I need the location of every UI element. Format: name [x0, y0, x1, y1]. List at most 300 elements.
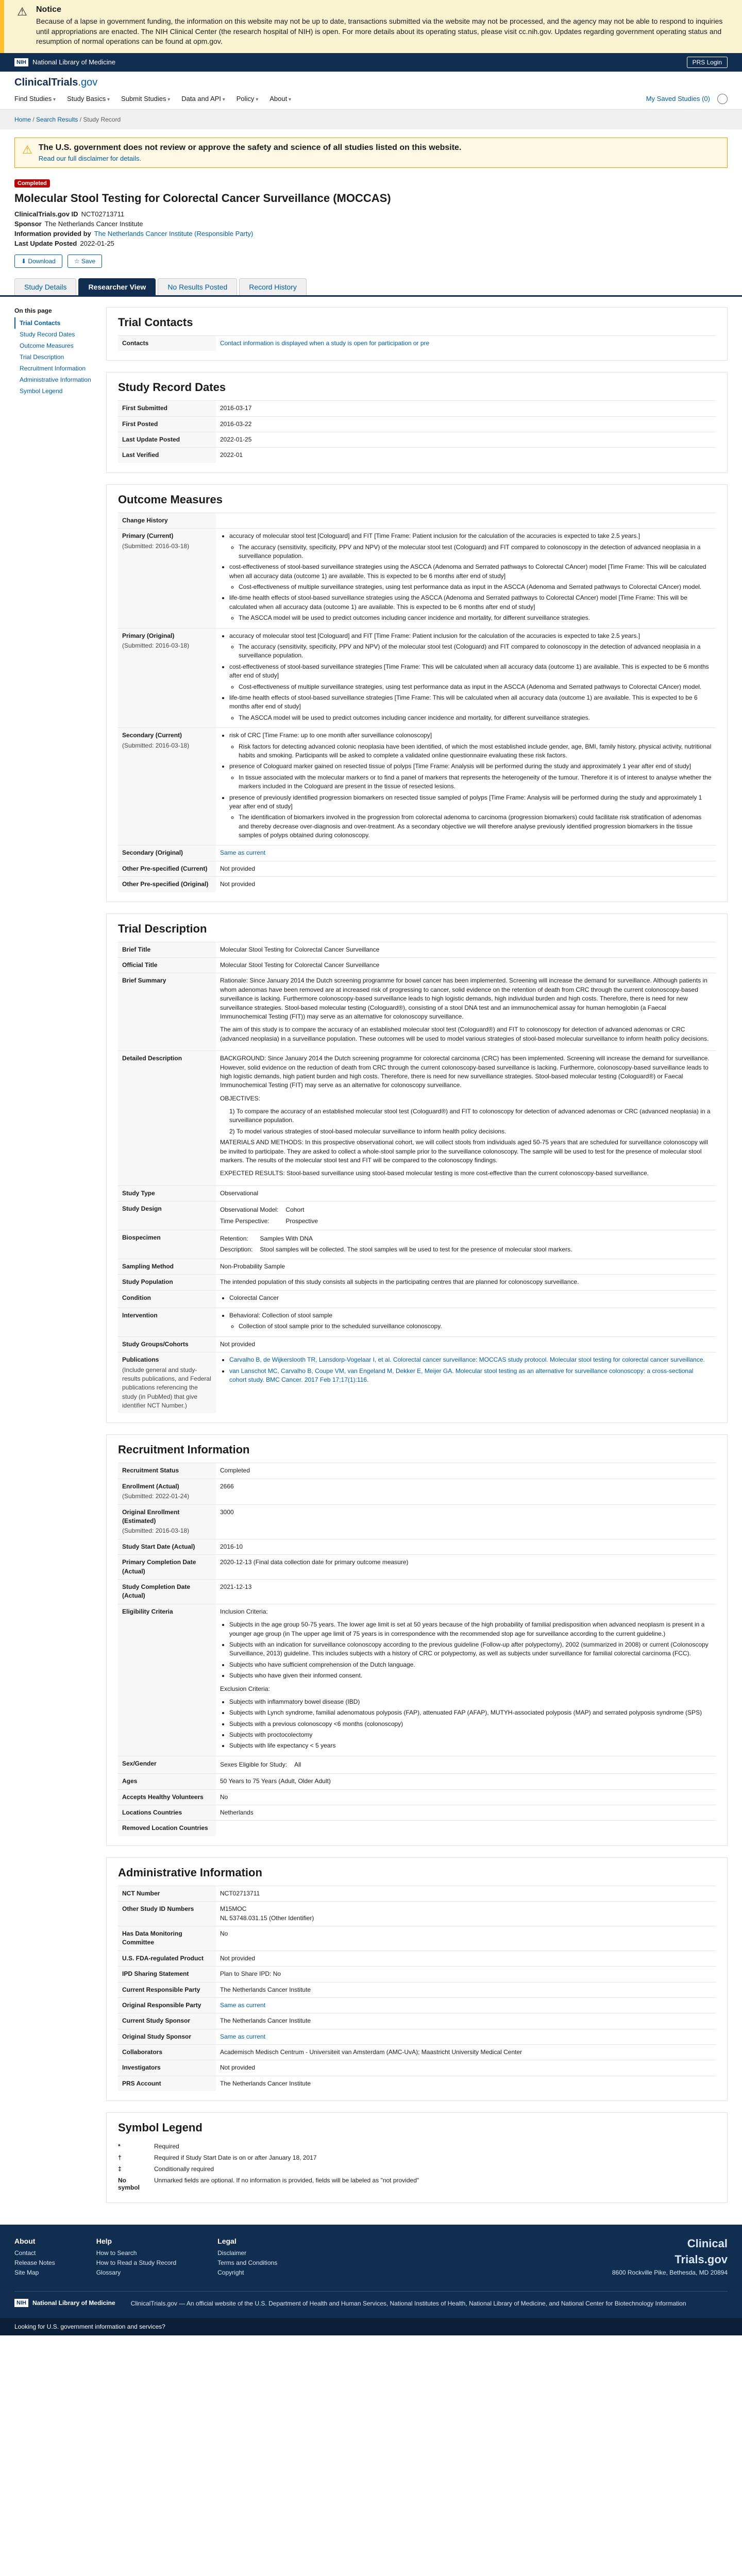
symbol-legend-section — [106, 2112, 728, 2203]
recruitment-key: Study Completion Date (Actual) — [118, 1579, 216, 1604]
admin-value: The Netherlands Cancer Institute — [216, 2013, 716, 2029]
table-row — [118, 513, 716, 528]
table-row — [118, 845, 716, 861]
table-row — [118, 448, 716, 463]
publication-link[interactable]: Carvalho B, de Wijkerslooth TR, Lansdorp-Vogelaar I, et al. Colorectal cancer surveillance: MOCCAS study protocol. Molecular stool testing for colorectal cancer surveillance. — [229, 1356, 705, 1364]
admin-key: U.S. FDA-regulated Product — [118, 1951, 216, 1966]
table-row — [118, 628, 716, 728]
official-title-value: Molecular Stool Testing for Colorectal Cancer Surveillance — [216, 958, 716, 973]
download-label: Download — [28, 257, 56, 265]
admin-heading: Administrative Information — [118, 1866, 262, 1879]
detail-paragraph: BACKGROUND: Since January 2014 the Dutch screening programme for colorectal carcinoma (CRC) has been implemented. Screening will increase the demand for surveillance. However, solid evidence on the reduction of death from CRC through the current colonoscopy-based surveillance is lacking. Furthermore, colonoscopy-based surveillance leads to high logistic demands, high patient burden and high costs. Therefore, there is need for new surveillance strategies. Stool-based molecular testing (Cologuard®) or Faecal Immunochemical Testing (FIT) may serve as an alternative for colonoscopy surveillance. — [220, 1055, 710, 1089]
symbol: * — [118, 2143, 121, 2150]
symbols-heading: Symbol Legend — [118, 2121, 203, 2134]
table-row — [118, 1230, 716, 1259]
change-history-value — [216, 513, 716, 528]
footer-nlm-text: National Library of Medicine — [32, 2299, 115, 2307]
nct-id: NCT02713711 — [81, 210, 125, 218]
table-row — [118, 1275, 716, 1290]
nav-data-api[interactable]: Data and API ▾ — [181, 95, 225, 103]
list-item: ◦ The accuracy (sensitivity, specificity, PPV and NPV) of the molecular stool test (Cologuard) and FIT compared to colonoscopy in the detection of advanced neoplasia in a surveillance population. — [239, 543, 712, 561]
search-icon[interactable] — [717, 94, 728, 104]
table-row — [118, 401, 716, 416]
design-key: Time Perspective: — [220, 1217, 269, 1225]
footer-col-title: Legal — [217, 2237, 237, 2246]
study-header — [0, 176, 742, 278]
recruitment-note: (Submitted: 2022-01-24) — [122, 1493, 190, 1500]
outcomes-heading: Outcome Measures — [118, 493, 223, 506]
brand-suffix: .gov — [78, 76, 98, 88]
sidenav-symbols[interactable]: Symbol Legend — [20, 387, 63, 395]
biospecimen-key: Description: — [220, 1246, 253, 1253]
study-title: Molecular Stool Testing for Colorectal Cancer Surveillance (MOCCAS) — [14, 191, 391, 205]
admin-value: Not provided — [216, 1951, 716, 1966]
sampling-label: Sampling Method — [118, 1259, 216, 1274]
table-row — [118, 861, 716, 876]
condition-label: Condition — [118, 1290, 216, 1308]
footer-link[interactable]: Contact — [14, 2249, 36, 2257]
table-row — [118, 1756, 716, 1773]
table-row — [118, 1290, 716, 1308]
intervention-sub: ◦ Collection of stool sample prior to the scheduled surveillance colonoscopy. — [239, 1322, 712, 1331]
sidenav-outcomes[interactable]: Outcome Measures — [20, 342, 74, 349]
date-label: Last Update Posted — [118, 432, 216, 447]
contacts-heading: Trial Contacts — [118, 315, 193, 329]
disclaimer-box — [14, 138, 728, 168]
exclusion-title: Exclusion Criteria: — [220, 1685, 270, 1692]
detail-paragraph: MATERIALS AND METHODS: In this prospective observational cohort, we will collect stools from individuals aged 50-75 years that are scheduled for surveillance colonoscopy will be invited to participate. They are asked to collect a whole-stool sample prior to the surveillance colonoscopy. The sample will be used to test for the presence of molecular stool markers. The results of the molecular stool test and FIT will be compared to the colonoscopy findings. — [220, 1139, 708, 1164]
biospecimen-value: Stool samples will be collected. The stool samples will be used to test for the presence of molecular stool markers. — [260, 1246, 572, 1253]
recruitment-key: Primary Completion Date (Actual) — [118, 1555, 216, 1580]
list-item: • Subjects with an indication for surveillance colonoscopy according to the previous guideline (Follow-up after polypectomy), 2002 (summarized in 2008) or current (Colonoscopy Surveillance, 2013) guideline. This includes subjects with a history of CRC or polypectomy, as well as subjects under surveillance for familial colorectal carcinoma (FCC). — [229, 1640, 712, 1658]
footer-brand-main: Clinical — [687, 2237, 728, 2250]
id-label: ClinicalTrials.gov ID — [14, 210, 78, 218]
admin-value: The Netherlands Cancer Institute — [216, 1982, 716, 1997]
admin-key: Other Study ID Numbers — [118, 1902, 216, 1926]
sponsor-value: The Netherlands Cancer Institute — [44, 219, 143, 228]
list-item — [118, 2141, 716, 2152]
nav-find-studies[interactable]: Find Studies ▾ — [14, 95, 56, 103]
contacts-value: Contact information is displayed when a study is open for participation or pre — [216, 335, 716, 351]
admin-value: The Netherlands Cancer Institute — [216, 2076, 716, 2091]
inclusion-title: Inclusion Criteria: — [220, 1607, 268, 1615]
table-row — [118, 1951, 716, 1966]
design-key: Observational Model: — [220, 1206, 279, 1214]
usa-gov-bar[interactable]: Looking for U.S. government information and services? — [0, 2318, 742, 2335]
detail-paragraph: EXPECTED RESULTS: Stool-based surveillance using stool-based molecular testing is more cost-effective than the current colonoscopy-based surveillance. — [220, 1170, 649, 1177]
symbol: ‡ — [118, 2165, 122, 2173]
list-item: • risk of CRC [Time Frame: up to one month after surveillance colonoscopy] — [229, 731, 712, 740]
ages-label: Ages — [118, 1774, 216, 1789]
table-row — [118, 2013, 716, 2029]
list-item: • presence of Cologuard marker gained on resected tissue of polyps [Time Frame: Analysis will be performed during the study and approximately 1 year after end of study] — [229, 762, 712, 771]
notice-text: Because of a lapse in government funding, the information on this website may not be up to date, transactions submitted via the website may not be processed, and the agency may not be able to respond to inquiries until appropriations are enacted. The NIH Clinical Center (the research hospital of NIH) is open. For more details about its operating status, please visit cc.nih.gov. Updates regarding government operating status and resumption of normal operations can be found at opm.gov. — [36, 17, 723, 46]
list-item: • Subjects with Lynch syndrome, familial adenomatous polyposis (FAP), attenuated FAP (AFAP), MUTYH-associated polyposis (MAP) and serrated polyposis syndrome (SPS) — [229, 1708, 712, 1717]
footer-col-title: About — [14, 2237, 36, 2246]
table-row — [118, 1479, 716, 1504]
tab-researcher-view[interactable]: Researcher View — [78, 278, 156, 295]
secondary-original-label: Secondary (Original) — [118, 845, 216, 861]
alert-icon: ⚠ — [22, 143, 32, 156]
sidenav-title: On this page — [14, 307, 52, 314]
trial-description-section — [106, 913, 728, 1423]
table-row — [118, 1336, 716, 1352]
admin-value: Not provided — [216, 2060, 716, 2076]
site-brand[interactable] — [14, 77, 728, 89]
description-heading: Trial Description — [118, 922, 207, 935]
primary-original-label: Primary (Original) — [122, 632, 175, 639]
footer-legal-text: ClinicalTrials.gov — An official website of the U.S. Department of Health and Human Services, National Institutes of Health, National Library of Medicine, and National Center for Biotechnology Information — [130, 2300, 686, 2308]
design-value: Cohort — [285, 1206, 305, 1214]
recruitment-value: 2020-12-13 (Final data collection date for primary outcome measure) — [216, 1555, 716, 1580]
brief-title-value: Molecular Stool Testing for Colorectal Cancer Surveillance — [216, 942, 716, 957]
recruitment-value: 2021-12-13 — [216, 1579, 716, 1604]
list-item: • cost-effectiveness of stool-based surveillance strategies [Time Frame: This will be calculated when all accuracy data (outcome 1) are available. This is expected to be 6 months after end of study] — [229, 663, 712, 681]
other-current-value: Not provided — [216, 861, 716, 876]
record-dates-section — [106, 372, 728, 473]
table-row — [118, 1555, 716, 1580]
list-item: • life-time health effects of stool-based surveillance strategies [Time Frame: This will be calculated when all accuracy data (outcome 1) are available. This is expected to be 6 months after end of study] — [229, 693, 712, 711]
date-value: 2022-01 — [216, 448, 716, 463]
list-item: ◦ The ASCCA model will be used to predict outcomes including cancer incidence and mortality, for different surveillance strategies. — [239, 614, 712, 622]
sex-key: Sexes Eligible for Study: — [220, 1760, 288, 1768]
bookmark-icon: ☆ — [74, 257, 81, 265]
info-label: Information provided by — [14, 229, 91, 238]
admin-key: Original Study Sponsor — [118, 2029, 216, 2044]
admin-value: Same as current — [216, 1997, 716, 2013]
date-value: 2022-01-25 — [216, 432, 716, 447]
list-item: • Subjects with proctocolectomy — [229, 1731, 712, 1739]
footer-brand-sub: Trials.gov — [674, 2253, 728, 2266]
nav-submit-studies[interactable]: Submit Studies ▾ — [121, 95, 170, 103]
sidenav-recruitment[interactable]: Recruitment Information — [20, 364, 86, 372]
brief-title-label: Brief Title — [118, 942, 216, 957]
date-label: Last Verified — [118, 448, 216, 463]
list-item: • accuracy of molecular stool test [Cologuard] and FIT [Time Frame: Patient inclusion for the calculation of the accuracies is expected to take 2.5 years.] — [229, 532, 712, 540]
secondary-original-value: Same as current — [216, 845, 716, 861]
list-item: ◦ Cost-effectiveness of multiple surveillance strategies, using test performance data as input in the ASCCA (Adenoma and Serrated pathways to Colorectal CAncer) model. — [239, 683, 712, 691]
admin-value: No — [216, 1926, 716, 1951]
table-row — [118, 1308, 716, 1336]
official-title-label: Official Title — [118, 958, 216, 973]
sidenav-record-dates[interactable]: Study Record Dates — [20, 330, 75, 338]
brand-main: ClinicalTrials — [14, 76, 78, 88]
recruitment-heading: Recruitment Information — [118, 1443, 250, 1456]
footer-link[interactable]: Terms and Conditions — [217, 2259, 278, 2267]
groups-label: Study Groups/Cohorts — [118, 1336, 216, 1352]
design-value: Prospective — [285, 1217, 318, 1225]
recruitment-key: Enrollment (Actual) — [122, 1482, 179, 1490]
table-row — [118, 2076, 716, 2091]
table-row — [118, 2029, 716, 2044]
table-row — [118, 1789, 716, 1805]
biospecimen-key: Retention: — [220, 1235, 248, 1242]
table-row — [118, 958, 716, 973]
list-item: ◦ The ASCCA model will be used to predict outcomes including cancer incidence and mortality, for different surveillance strategies. — [239, 714, 712, 722]
disclaimer-link[interactable]: Read our full disclaimer for details. — [38, 154, 142, 162]
pubs-note: (Include general and study-results publications, and Federal publications referencing the study (in PubMed) that give identifier NCT Number.) — [122, 1366, 211, 1410]
list-item: ◦ Risk factors for detecting advanced colonic neoplasia have been identified, of which the most established include gender, age, BMI, family history, physical activity, nutritional habits and smoking. Participants will be asked to complete a validated online questionnaire evaluating these risk factors. — [239, 742, 712, 760]
recruitment-value: 3000 — [216, 1504, 716, 1539]
table-row — [118, 1997, 716, 2013]
biospecimen-label: Biospecimen — [118, 1230, 216, 1259]
recruitment-key: Recruitment Status — [118, 1463, 216, 1479]
shutdown-notice — [0, 0, 742, 53]
table-row — [118, 1352, 716, 1414]
admin-value: NCT02713711 — [216, 1886, 716, 1901]
list-item: ◦ Cost-effectiveness of multiple surveillance strategies, using test performance data as input in the ASCCA (Adenoma and Serrated pathways to Colorectal CAncer) model. — [239, 583, 712, 591]
list-item: • Subjects with life expectancy < 5 years — [229, 1741, 712, 1750]
admin-value: Same as current — [216, 2029, 716, 2044]
footer-link[interactable]: Copyright — [217, 2269, 244, 2277]
table-row — [118, 432, 716, 447]
list-item: • Subjects who have sufficient comprehension of the Dutch language. — [229, 1660, 712, 1669]
other-current-label: Other Pre-specified (Current) — [118, 861, 216, 876]
site-footer — [0, 2225, 742, 2318]
admin-key: Has Data Monitoring Committee — [118, 1926, 216, 1951]
table-row — [118, 973, 716, 1051]
table-row — [118, 2045, 716, 2060]
sampling-value: Non-Probability Sample — [216, 1259, 716, 1274]
nlm-logo-text: National Library of Medicine — [32, 58, 116, 66]
primary-current-label: Primary (Current) — [122, 532, 174, 540]
table-row — [118, 1821, 716, 1836]
list-item: • Subjects in the age group 50-75 years. The lower age limit is set at 50 years because of the high probability of familial predisposition when advanced neoplasm is present in a younger age group (in The upper age limit of 75 years is in correspondence with the recommended stop age for surveillance according to the current guideline.) — [229, 1620, 712, 1638]
pubs-label: Publications — [122, 1356, 159, 1364]
prs-login-button[interactable]: PRS Login — [687, 57, 728, 68]
trial-contacts-section — [106, 307, 728, 361]
breadcrumb: Home / Search Results / Study Record — [0, 110, 742, 129]
tab-record-history[interactable]: Record History — [239, 278, 307, 295]
table-row — [118, 1604, 716, 1756]
last-update-value: 2022-01-25 — [80, 239, 114, 247]
footer-link[interactable]: How to Search — [96, 2249, 137, 2257]
table-row — [118, 1259, 716, 1274]
date-label: First Posted — [118, 416, 216, 432]
last-update-label: Last Update Posted — [14, 239, 77, 247]
disclaimer-title: The U.S. government does not review or approve the safety and science of all studies listed on this website. — [38, 143, 462, 152]
save-button[interactable] — [68, 255, 102, 268]
my-saved-studies-link[interactable]: My Saved Studies (0) — [646, 95, 710, 103]
table-row — [118, 1504, 716, 1539]
study-tabs — [0, 278, 742, 297]
study-type-value: Observational — [216, 1185, 716, 1201]
objective-item: 1) To compare the accuracy of an established molecular stool test (Cologuard®) and FIT to colonoscopy for detection of advanced adenomas or CRC (advanced neoplasia) in a surveillance population. — [229, 1108, 711, 1124]
secondary-current-label: Secondary (Current) — [122, 732, 182, 739]
other-original-value: Not provided — [216, 877, 716, 892]
nih-logo-icon: NIH — [14, 2299, 28, 2307]
table-row — [118, 1051, 716, 1186]
admin-key: Original Responsible Party — [118, 1997, 216, 2013]
table-row — [118, 1201, 716, 1230]
admin-value: Plan to Share IPD: No — [216, 1967, 716, 1982]
eligibility-label: Eligibility Criteria — [118, 1604, 216, 1756]
secondary-current-note: (Submitted: 2016-03-18) — [122, 741, 190, 749]
site-header — [0, 72, 742, 110]
healthy-label: Accepts Healthy Volunteers — [118, 1789, 216, 1805]
removed-value — [216, 1821, 716, 1836]
list-item: • cost-effectiveness of stool-based surveillance strategies using the ASCCA (Adenoma and Serrated pathways to Colorectal CAncer) model [Time Frame: This will be calculated when all accuracy data (outcome 1) are available. This is expected to be 6 months after end of study] — [229, 563, 712, 581]
locations-value: Netherlands — [216, 1805, 716, 1821]
admin-key: Current Study Sponsor — [118, 2013, 216, 2029]
sidenav-description[interactable]: Trial Description — [20, 353, 64, 361]
warning-icon: ⚠ — [17, 5, 27, 18]
notice-title: Notice — [36, 5, 61, 14]
date-value: 2016-03-22 — [216, 416, 716, 432]
footer-nlm-logo[interactable] — [14, 2299, 115, 2307]
removed-label: Removed Location Countries — [118, 1821, 216, 1836]
symbol: † — [118, 2154, 122, 2162]
table-row — [118, 877, 716, 892]
population-value: The intended population of this study consists all subjects in the participating centres that are planned for colonoscopy surveillance. — [216, 1275, 716, 1290]
nav-study-basics[interactable]: Study Basics ▾ — [67, 95, 110, 103]
nav-about[interactable]: About ▾ — [269, 95, 291, 103]
side-nav — [14, 307, 92, 2214]
table-row — [118, 1967, 716, 1982]
summary-paragraph: Rationale: Since January 2014 the Dutch screening programme for bowel cancer has been implemented. Screening will increase the demand for surveillance. Although patients in whom adenomas have been removed are at increased risk of progressing to cancer, solid evidence on the retention of death from CRC through the current colonoscopy-based surveillance is lacking. Furthermore colonoscopy-based surveillance leads to high logistic demands, high individual burden and high costs. Therefore, there is need for new surveillance strategies. Stool-based molecular testing (Cologuard®), consisting of a stool DNA test and an immunochemical assay for human hemoglobin (a Faecal Immunochemical Testing (FIT)) may serve as an alternative for colonoscopy surveillance. — [220, 977, 707, 1020]
outcome-measures-section — [106, 484, 728, 902]
locations-label: Locations Countries — [118, 1805, 216, 1821]
table-row — [118, 416, 716, 432]
list-item — [118, 2163, 716, 2175]
recruitment-value: Completed — [216, 1463, 716, 1479]
admin-key: Current Responsible Party — [118, 1982, 216, 1997]
nlm-logo[interactable] — [14, 58, 115, 66]
sidenav-trial-contacts[interactable]: Trial Contacts — [14, 317, 92, 329]
list-item: ◦ In tissue associated with the molecular markers or to find a panel of markers that represents the heterogeneity of the tumour. Therefore it is of interest to analyse whether the markers included in the Cologuard are present in the tissue of resected lesions. — [239, 773, 712, 791]
admin-value: NL 53748.031.15 (Other Identifier) — [220, 1914, 314, 1922]
detail-paragraph: OBJECTIVES: — [220, 1094, 261, 1102]
admin-key: Investigators — [118, 2060, 216, 2076]
status-badge: Completed — [14, 179, 50, 188]
footer-link[interactable]: How to Read a Study Record — [96, 2259, 177, 2267]
breadcrumb-search[interactable]: Search Results — [36, 115, 78, 123]
recruitment-key: Original Enrollment (Estimated) — [122, 1508, 180, 1525]
admin-value: Academisch Medisch Centrum - Universiteit van Amsterdam (AMC-UvA); Maastricht University Medical Center — [216, 2045, 716, 2060]
tab-no-results[interactable]: No Results Posted — [158, 278, 237, 295]
brief-summary-label: Brief Summary — [118, 973, 216, 1051]
table-row — [118, 942, 716, 957]
healthy-value: No — [216, 1789, 716, 1805]
footer-address: 8600 Rockville Pike, Bethesda, MD 20894 — [612, 2269, 728, 2277]
footer-link[interactable]: Glossary — [96, 2269, 121, 2277]
change-history-label: Change History — [118, 513, 216, 528]
sex-value: All — [294, 1760, 301, 1768]
save-label: Save — [81, 257, 96, 265]
main-layout — [0, 297, 742, 2225]
dates-heading: Study Record Dates — [118, 381, 226, 394]
list-item: • presence of previously identified progression biomarkers on resected tissue sampled of polyps [Time Frame: Analysis will be performed during the study and approximately 1 year after end of study] — [229, 793, 712, 811]
footer-link[interactable]: Site Map — [14, 2269, 39, 2277]
table-row — [118, 1886, 716, 1901]
list-item: • Subjects with inflammatory bowel disease (IBD) — [229, 1698, 712, 1706]
footer-link[interactable]: Release Notes — [14, 2259, 55, 2267]
summary-paragraph: The aim of this study is to compare the accuracy of an established molecular stool test (Cologuard®) and FIT to colonoscopy for detection of advanced adenomas or CRC (advanced neoplasia) in a surveillance population. These outcomes will be used to model various strategies of stool-based molecular surveillance to inform health policy decisions. — [220, 1026, 709, 1042]
table-row — [118, 1579, 716, 1604]
list-item: ◦ The accuracy (sensitivity, specificity, PPV and NPV) of the molecular stool test (Cologuard) and FIT compared to colonoscopy in the detection of advanced neoplasia in a surveillance population. — [239, 642, 712, 660]
list-item: • Subjects who have given their informed consent. — [229, 1671, 712, 1680]
intervention-value: • Behavioral: Collection of stool sample — [229, 1311, 712, 1320]
date-label: First Submitted — [118, 401, 216, 416]
study-type-label: Study Type — [118, 1185, 216, 1201]
table-row — [118, 728, 716, 845]
nih-logo-icon: NIH — [14, 58, 28, 66]
biospecimen-value: Samples With DNA — [260, 1235, 313, 1242]
recruitment-note: (Submitted: 2016-03-18) — [122, 1527, 190, 1535]
symbol: No symbol — [118, 2177, 140, 2192]
population-label: Study Population — [118, 1275, 216, 1290]
nlm-bar — [0, 53, 742, 72]
tab-study-details[interactable]: Study Details — [14, 278, 76, 295]
footer-link[interactable]: Disclaimer — [217, 2249, 247, 2257]
nav-policy[interactable]: Policy ▾ — [237, 95, 259, 103]
admin-key: IPD Sharing Statement — [118, 1967, 216, 1982]
objective-item: 2) To model various strategies of stool-based molecular surveillance to inform health policy decisions. — [229, 1127, 507, 1135]
table-row — [118, 1463, 716, 1479]
list-item — [118, 2175, 716, 2193]
list-item: • Subjects with a previous colonoscopy <6 months (colonoscopy) — [229, 1720, 712, 1728]
sex-label: Sex/Gender — [118, 1756, 216, 1773]
sponsor-label: Sponsor — [14, 219, 42, 228]
design-label: Study Design — [118, 1201, 216, 1230]
date-value: 2016-03-17 — [216, 401, 716, 416]
sidenav-admin[interactable]: Administrative Information — [20, 376, 91, 383]
administrative-section — [106, 1857, 728, 2101]
symbol-text: Unmarked fields are optional. If no information is provided, fields will be labeled as "not provided" — [154, 2177, 419, 2184]
footer-brand[interactable] — [612, 2237, 728, 2279]
table-row — [118, 1539, 716, 1554]
admin-key: PRS Account — [118, 2076, 216, 2091]
list-item: ◦ The identification of biomarkers involved in the progression from colorectal adenoma to carcinoma (progression biomarkers) could facilitate risk stratification of adenomas and thereby decrease over-diagnosis and over-treatment. As a secondary objective we will therefore analyse previously identified progression biomarkers in the tissue samples of polyps obtained during colonoscopy. — [239, 813, 712, 840]
main-content — [106, 307, 728, 2214]
table-row — [118, 1805, 716, 1821]
breadcrumb-current: Study Record — [83, 115, 121, 123]
table-row — [118, 1982, 716, 1997]
table-row — [118, 1926, 716, 1951]
condition-value: • Colorectal Cancer — [229, 1294, 712, 1302]
admin-key: NCT Number — [118, 1886, 216, 1901]
main-nav — [14, 89, 728, 109]
download-icon: ⬇ — [21, 257, 28, 265]
table-row — [118, 1902, 716, 1926]
ages-value: 50 Years to 75 Years (Adult, Older Adult) — [216, 1774, 716, 1789]
other-original-label: Other Pre-specified (Original) — [118, 877, 216, 892]
symbol-text: Required if Study Start Date is on or after January 18, 2017 — [154, 2154, 317, 2162]
recruitment-value: 2016-10 — [216, 1539, 716, 1554]
publication-link[interactable]: van Lanschot MC, Carvalho B, Coupe VM, van Engeland M, Dekker E, Meijer GA. Molecular stool testing as an alternative for surveillance colonoscopy: a cross-sectional cohort study. BMC Cancer. 2017 Feb 17;17(1):116. — [229, 1367, 694, 1383]
recruitment-section — [106, 1434, 728, 1845]
list-item — [118, 2152, 716, 2163]
download-button[interactable] — [14, 255, 62, 268]
admin-value: M15MOC — [220, 1905, 247, 1913]
table-row — [118, 1185, 716, 1201]
primary-current-note: (Submitted: 2016-03-18) — [122, 542, 190, 550]
detailed-label: Detailed Description — [118, 1051, 216, 1186]
footer-col-title: Help — [96, 2237, 112, 2246]
symbol-text: Conditionally required — [154, 2165, 214, 2173]
symbol-text: Required — [154, 2143, 179, 2150]
recruitment-key: Study Start Date (Actual) — [118, 1539, 216, 1554]
groups-value: Not provided — [216, 1336, 716, 1352]
admin-key: Collaborators — [118, 2045, 216, 2060]
recruitment-value: 2666 — [216, 1479, 716, 1504]
list-item: • life-time health effects of stool-based surveillance strategies using the ASCCA (Adenoma and Serrated pathways to Colorectal CAncer) model [Time Frame: This will be calculated when all accuracy data (outcome 1) are available. This is expected to be 6 months after end of study] — [229, 594, 712, 612]
intervention-label: Intervention — [118, 1308, 216, 1336]
contacts-label: Contacts — [118, 335, 216, 351]
breadcrumb-home[interactable]: Home — [14, 115, 31, 123]
table-row — [118, 529, 716, 629]
info-value[interactable]: The Netherlands Cancer Institute (Responsible Party) — [94, 229, 254, 238]
